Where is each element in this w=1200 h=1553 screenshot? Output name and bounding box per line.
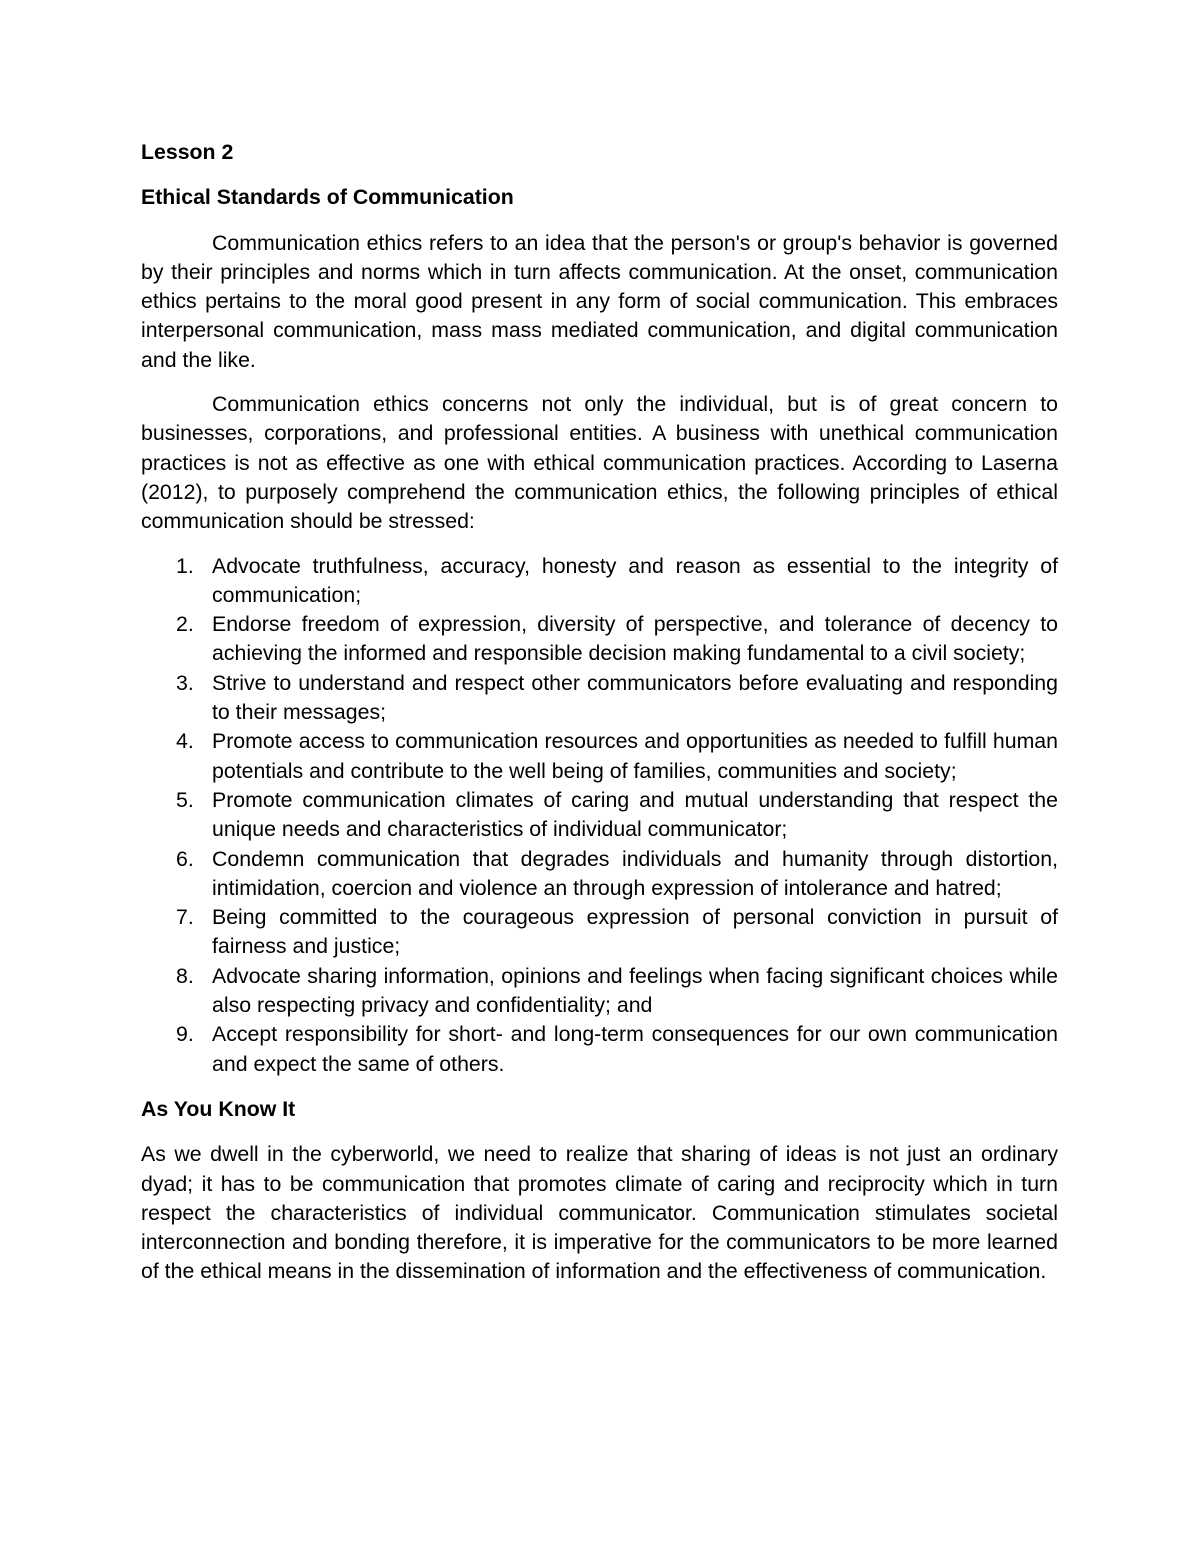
list-item xyxy=(141,552,1058,611)
list-item-text: Promote communication climates of caring and mutual understanding that respect the unique needs and characteristics of individual communicator; xyxy=(212,787,1058,842)
list-item-text: Advocate sharing information, opinions and feelings when facing significant choices while also respecting privacy and confidentiality; and xyxy=(212,963,1058,1018)
list-item-number: 6. xyxy=(176,846,194,871)
list-item xyxy=(141,727,1058,786)
list-item-text: Being committed to the courageous expression of personal conviction in pursuit of fairness and justice; xyxy=(212,905,1058,959)
list-item-text: Accept responsibility for short- and long-term consequences for our own communication and expect the same of others. xyxy=(212,1022,1058,1076)
closing-paragraph: As we dwell in the cyberworld, we need to realize that sharing of ideas is not just an ordinary dyad; it has to be communication that promotes climate of caring and reciprocity which in turn respect the characteristics of individual communicator. Communication stimulates societal interconnection and bonding therefore, it is imperative for the communicators to be more learned of the ethical means in the dissemination of information and the effectiveness of communication. xyxy=(141,1142,1058,1284)
list-item-text: Promote access to communication resources and opportunities as needed to fulfill human potentials and contribute to the well being of families, communities and society; xyxy=(212,729,1058,783)
list-item-text: Advocate truthfulness, accuracy, honesty and reason as essential to the integrity of communication; xyxy=(212,553,1058,607)
intro-paragraph: Communication ethics refers to an idea that the person's or group's behavior is governed by their principles and norms which in turn affects communication. At the onset, communication ethics pertains to the moral good present in any form of social communication. This embraces interpersonal communication, mass mass mediated communication, and digital communication and the like. xyxy=(141,230,1058,372)
list-item-number: 2. xyxy=(176,612,194,637)
list-item-text: Condemn communication that degrades individuals and humanity through distortion, intimidation, coercion and violence an through expression of intolerance and hatred; xyxy=(212,846,1058,900)
list-item-number: 3. xyxy=(176,670,194,695)
section-heading: As You Know It xyxy=(141,1096,296,1121)
list-item xyxy=(141,845,1058,904)
list-item xyxy=(141,1020,1058,1079)
list-item-number: 9. xyxy=(176,1022,194,1047)
principles-list xyxy=(141,552,1058,1079)
list-item-number: 1. xyxy=(176,553,194,578)
concerns-paragraph: Communication ethics concerns not only the individual, but is of great concern to businesses, corporations, and professional entities. A business with unethical communication practices is not as effective as one with ethical communication practices. According to Laserna (2012), to purposely comprehend the communication ethics, the following principles of ethical communication should be stressed: xyxy=(141,392,1058,534)
list-item-number: 5. xyxy=(176,787,194,812)
list-item-text: Endorse freedom of expression, diversity of perspective, and tolerance of decency to achieving the informed and responsible decision making fundamental to a civil society; xyxy=(212,612,1058,666)
list-item-number: 4. xyxy=(176,729,194,754)
list-item-number: 8. xyxy=(176,963,194,988)
document-page xyxy=(141,138,1058,1287)
list-item xyxy=(141,786,1058,845)
list-item xyxy=(141,669,1058,728)
list-item-text: Strive to understand and respect other communicators before evaluating and responding to their messages; xyxy=(212,670,1058,725)
list-item xyxy=(141,962,1058,1021)
list-item-number: 7. xyxy=(176,905,194,930)
list-item xyxy=(141,903,1058,962)
lesson-label: Lesson 2 xyxy=(141,140,234,164)
list-item xyxy=(141,610,1058,669)
page-title: Ethical Standards of Communication xyxy=(141,185,514,210)
